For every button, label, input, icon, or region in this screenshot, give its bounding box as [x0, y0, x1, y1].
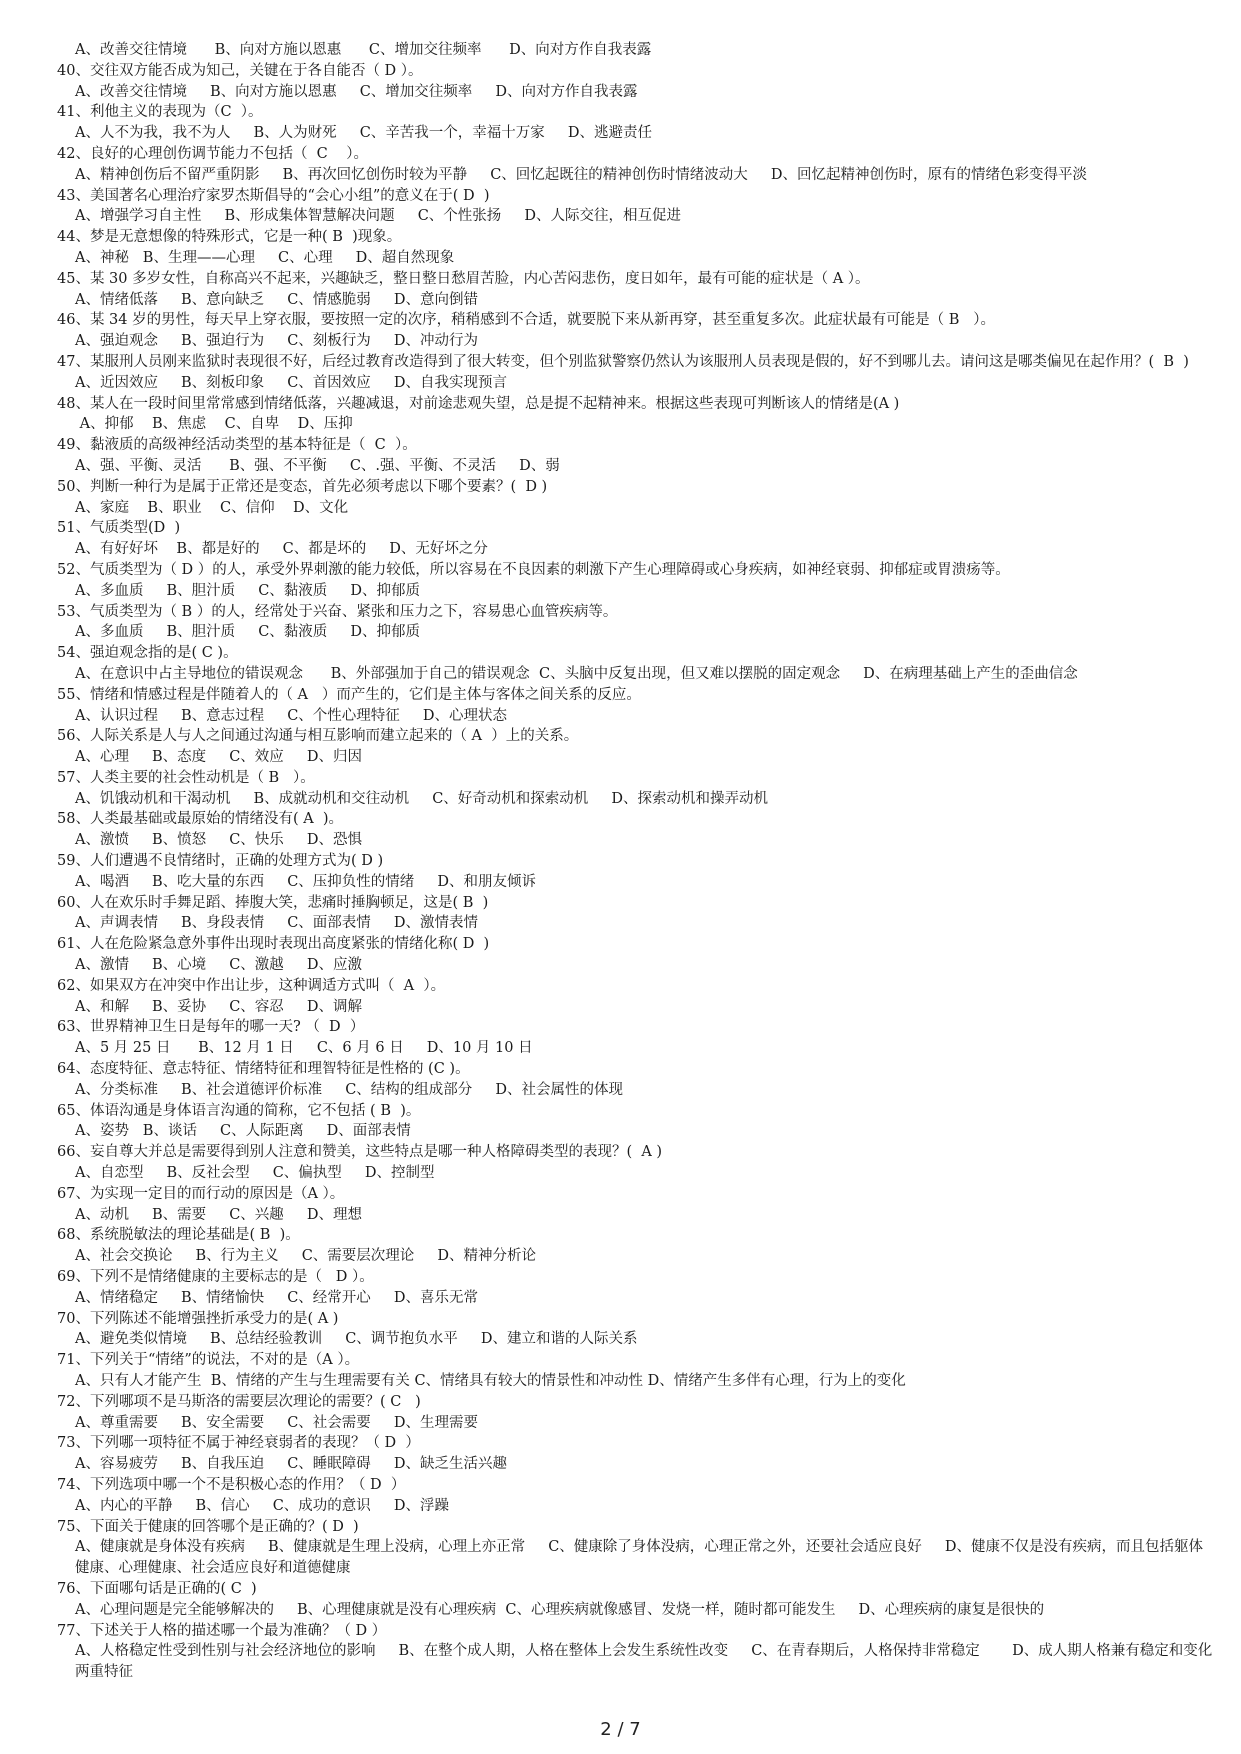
answer-options: A、心理问题是完全能够解决的 B、心理健康就是没有心理疾病 C、心理疾病就像感冒、发烧一样，随时都可能发生 D、心理疾病的康复是很快的	[75, 1601, 1045, 1618]
question-text: 61、人在危险紧急意外事件出现时表现出高度紧张的情绪化称( D )	[57, 936, 490, 953]
question-text: 50、判断一种行为是属于正常还是变态，首先必须考虑以下哪个要素？( D )	[57, 478, 548, 495]
answer-options: A、只有人才能产生 B、情绪的产生与生理需要有关 C、情绪具有较大的情景性和冲动性 D、情绪产生多伴有心理，行为上的变化	[75, 1373, 906, 1389]
question-text: 47、某服刑人员刚来监狱时表现很不好，后经过教育改造得到了很大转变，但个别监狱警察仍然认为该服刑人员表现是假的，好不到哪儿去。请问这是哪类偏见在起作用？( B )	[57, 353, 1189, 370]
question-text: 51、气质类型(D )	[57, 520, 181, 537]
answer-options: A、改善交往情境 B、向对方施以恩惠 C、增加交往频率 D、向对方作自我表露	[75, 83, 638, 100]
answer-options: A、强迫观念 B、强迫行为 C、刻板行为 D、冲动行为	[75, 333, 478, 350]
question-text: 77、下述关于人格的描述哪一个最为准确？（ D ）	[57, 1622, 387, 1639]
answer-options: A、社会交换论 B、行为主义 C、需要层次理论 D、精神分析论	[75, 1248, 536, 1265]
question-text: 41、利他主义的表现为（C ）。	[57, 104, 263, 121]
question-text: 73、下列哪一项特征不属于神经衰弱者的表现？（ D ）	[57, 1435, 420, 1452]
question-text: 66、妄自尊大并总是需要得到别人注意和赞美，这些特点是哪一种人格障碍类型的表现？( A )	[57, 1144, 663, 1161]
answer-options: A、情绪稳定 B、情绪愉快 C、经常开心 D、喜乐无常	[75, 1289, 478, 1306]
answer-options: A、尊重需要 B、安全需要 C、社会需要 D、生理需要	[75, 1414, 478, 1431]
document-body	[57, 40, 1213, 1683]
question-text: 55、情绪和情感过程是伴随着人的（ A ）而产生的，它们是主体与客体之间关系的反应。	[57, 686, 641, 703]
question-text: 52、气质类型为（ D ）的人，承受外界刺激的能力较低，所以容易在不良因素的刺激下产生心理障碍或心身疾病，如神经衰弱、抑郁症或胃溃疡等。	[57, 561, 1010, 578]
question-text: 43、美国著名心理治疗家罗杰斯倡导的“会心小组”的意义在于( D )	[57, 187, 490, 204]
question-text: 46、某 34 岁的男性，每天早上穿衣服，要按照一定的次序，稍稍感到不合适，就要脱下来从新再穿，甚至重复多次。此症状最有可能是（ B ）。	[57, 312, 995, 329]
question-text: 57、人类主要的社会性动机是（ B ）。	[57, 769, 315, 786]
answer-options: A、有好好坏 B、都是好的 C、都是坏的 D、无好坏之分	[75, 541, 488, 558]
answer-options: A、情绪低落 B、意向缺乏 C、情感脆弱 D、意向倒错	[75, 291, 478, 308]
question-text: 75、下面关于健康的回答哪个是正确的？( D )	[57, 1518, 359, 1535]
question-text: 70、下列陈述不能增强挫折承受力的是( A )	[57, 1310, 339, 1327]
answer-options: A、精神创伤后不留严重阴影 B、再次回忆创伤时较为平静 C、回忆起既往的精神创伤时情绪波动大 D、回忆起精神创伤时，原有的情绪色彩变得平淡	[75, 166, 1087, 183]
question-text: 65、体语沟通是身体语言沟通的简称，它不包括 ( B )。	[57, 1102, 421, 1119]
question-text: 71、下列关于“情绪”的说法，不对的是（A ）。	[57, 1352, 360, 1369]
answer-options: A、5 月 25 日 B、12 月 1 日 C、6 月 6 日 D、10 月 10 日	[75, 1040, 533, 1057]
question-text: 54、强迫观念指的是( C )。	[57, 645, 238, 662]
question-text: 64、态度特征、意志特征、情绪特征和理智特征是性格的 (C )。	[57, 1061, 470, 1078]
answer-options: A、改善交往情境 B、向对方施以恩惠 C、增加交往频率 D、向对方作自我表露	[75, 42, 652, 58]
answer-options: A、姿势 B、谈话 C、人际距离 D、面部表情	[75, 1123, 411, 1140]
answer-options: A、人不为我，我不为人 B、人为财死 C、辛苦我一个，幸福十万家 D、逃避责任	[75, 125, 652, 142]
answer-options: A、激愤 B、愤怒 C、快乐 D、恐惧	[75, 832, 362, 849]
question-text: 58、人类最基础或最原始的情绪没有( A )。	[57, 811, 344, 828]
question-text: 53、气质类型为（ B ）的人，经常处于兴奋、紧张和压力之下，容易患心血管疾病等。	[57, 603, 618, 620]
page-number: 2 / 7	[600, 1719, 641, 1740]
answer-options: A、饥饿动机和干渴动机 B、成就动机和交往动机 C、好奇动机和探索动机 D、探索动机和操弄动机	[75, 790, 768, 807]
question-text: 42、良好的心理创伤调节能力不包括（ C ）。	[57, 145, 368, 162]
answer-options: A、和解 B、妥协 C、容忍 D、调解	[75, 998, 362, 1015]
answer-options: A、健康就是身体没有疾病 B、健康就是生理上没病，心理上亦正常 C、健康除了身体没病，心理正常之外，还要社会适应良好 D、健康不仅是没有疾病，而且包括躯体健康、心理健康、社会适应良好和道德健康	[75, 1539, 1203, 1577]
question-text: 45、某 30 多岁女性，自称高兴不起来，兴趣缺乏，整日整日愁眉苦脸，内心苦闷悲伤，度日如年，最有可能的症状是（ A ）。	[57, 270, 870, 287]
answer-options: A、在意识中占主导地位的错误观念 B、外部强加于自己的错误观念 C、头脑中反复出现，但又难以摆脱的固定观念 D、在病理基础上产生的歪曲信念	[75, 665, 1078, 682]
answer-options: A、人格稳定性受到性别与社会经济地位的影响 B、在整个成人期，人格在整体上会发生系统性改变 C、在青春期后，人格保持非常稳定 D、成人期人格兼有稳定和变化两重特征	[75, 1643, 1213, 1681]
answer-options: A、内心的平静 B、信心 C、成功的意识 D、浮躁	[75, 1497, 449, 1514]
answer-options: A、多血质 B、胆汁质 C、黏液质 D、抑郁质	[75, 582, 420, 599]
question-text: 48、某人在一段时间里常常感到情绪低落，兴趣减退，对前途悲观失望，总是提不起精神来。根据这些表现可判断该人的情绪是(A )	[57, 395, 900, 412]
question-text: 62、如果双方在冲突中作出让步，这种调适方式叫（ A ）。	[57, 977, 446, 994]
question-text: 69、下列不是情绪健康的主要标志的是（ D ）。	[57, 1269, 374, 1286]
answer-options: A、喝酒 B、吃大量的东西 C、压抑负性的情绪 D、和朋友倾诉	[75, 873, 536, 890]
question-text: 56、人际关系是人与人之间通过沟通与相互影响而建立起来的（ A ）上的关系。	[57, 728, 579, 745]
question-text: 76、下面哪句话是正确的( C )	[57, 1580, 257, 1597]
answer-options: A、容易疲劳 B、自我压迫 C、睡眠障碍 D、缺乏生活兴趣	[75, 1456, 507, 1473]
answer-options: A、多血质 B、胆汁质 C、黏液质 D、抑郁质	[75, 624, 420, 641]
answer-options: A、分类标准 B、社会道德评价标准 C、结构的组成部分 D、社会属性的体现	[75, 1081, 623, 1098]
answer-options: A、动机 B、需要 C、兴趣 D、理想	[75, 1206, 362, 1223]
answer-options: A、家庭 B、职业 C、信仰 D、文化	[75, 499, 349, 516]
question-text: 63、世界精神卫生日是每年的哪一天? （ D ）	[57, 1019, 365, 1036]
answer-options: A、避免类似情境 B、总结经验教训 C、调节抱负水平 D、建立和谐的人际关系	[75, 1331, 638, 1348]
answer-options: A、心理 B、态度 C、效应 D、归因	[75, 749, 362, 766]
answer-options: A、增强学习自主性 B、形成集体智慧解决问题 C、个性张扬 D、人际交往，相互促进	[75, 208, 681, 225]
answer-options: A、声调表情 B、身段表情 C、面部表情 D、激情表情	[75, 915, 478, 932]
question-text: 72、下列哪项不是马斯洛的需要层次理论的需要？( C )	[57, 1393, 421, 1410]
answer-options: A、抑郁 B、焦虑 C、自卑 D、压抑	[75, 416, 353, 433]
question-text: 40、交往双方能否成为知己，关键在于各自能否（ D ）。	[57, 62, 423, 79]
answer-options: A、神秘 B、生理——心理 C、心理 D、超自然现象	[75, 249, 455, 266]
question-text: 60、人在欢乐时手舞足蹈、捧腹大笑，悲痛时捶胸顿足，这是( B )	[57, 894, 489, 911]
answer-options: A、认识过程 B、意志过程 C、个性心理特征 D、心理状态	[75, 707, 507, 724]
question-text: 44、梦是无意想像的特殊形式，它是一种( B )现象。	[57, 229, 402, 246]
question-text: 59、人们遭遇不良情绪时，正确的处理方式为( D )	[57, 853, 384, 870]
answer-options: A、激情 B、心境 C、激越 D、应激	[75, 957, 362, 974]
question-text: 49、黏液质的高级神经活动类型的基本特征是（ C ）。	[57, 437, 417, 454]
question-text: 74、下列选项中哪一个不是积极心态的作用？（ D ）	[57, 1476, 406, 1493]
question-text: 68、系统脱敏法的理论基础是( B )。	[57, 1227, 300, 1244]
answer-options: A、近因效应 B、刻板印象 C、首因效应 D、自我实现预言	[75, 374, 507, 391]
question-text: 67、为实现一定目的而行动的原因是（A ）。	[57, 1185, 345, 1202]
answer-options: A、自恋型 B、反社会型 C、偏执型 D、控制型	[75, 1165, 435, 1182]
answer-options: A、强、平衡、灵活 B、强、不平衡 C、.强、平衡、不灵活 D、弱	[75, 457, 560, 474]
